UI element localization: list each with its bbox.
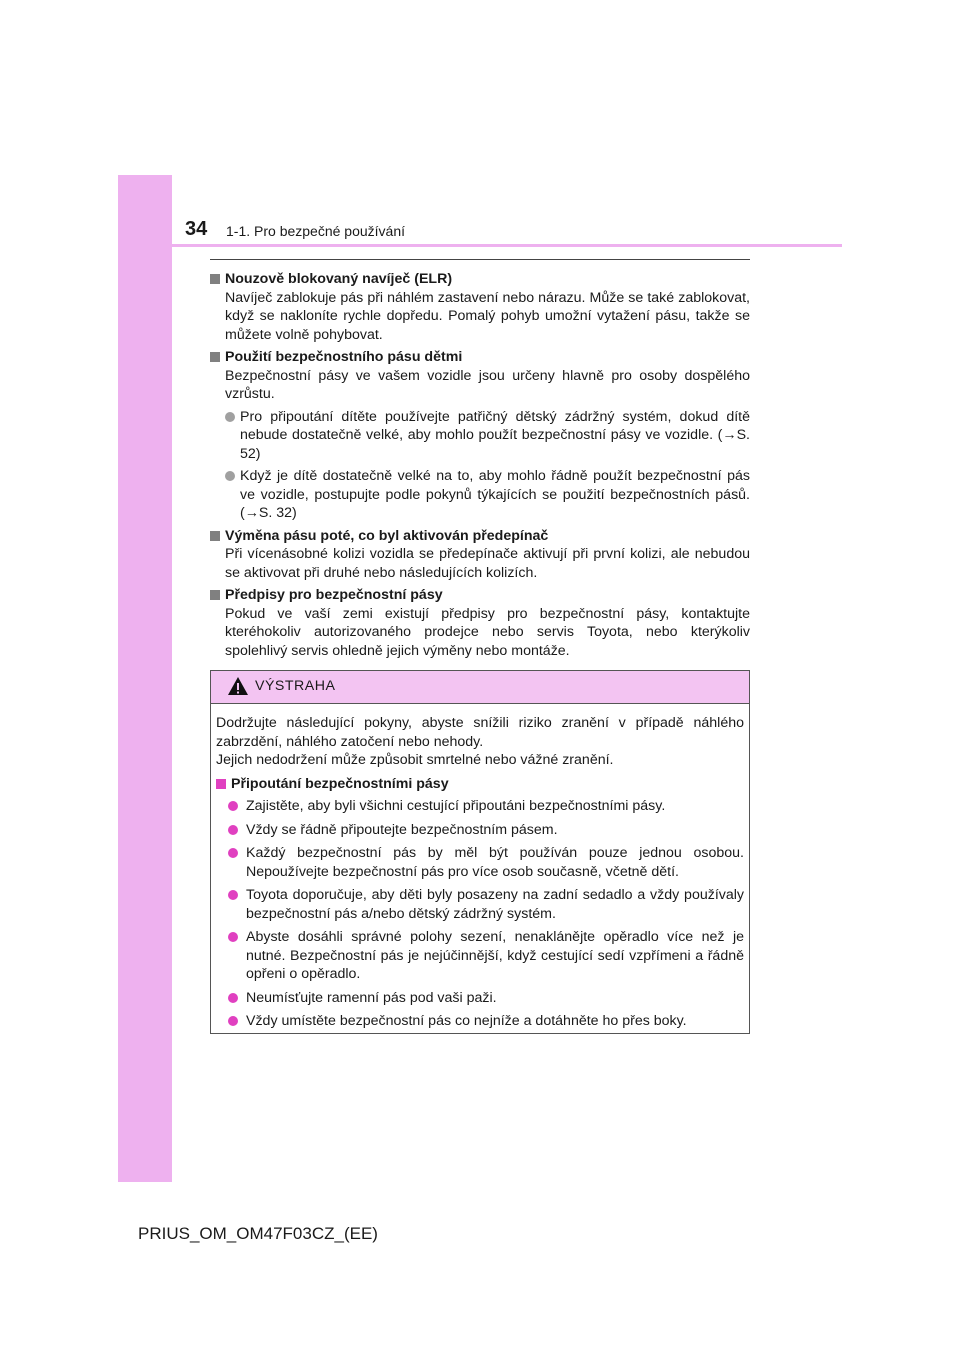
square-bullet-icon: [210, 590, 220, 600]
warning-body: [211, 704, 749, 1031]
page-number: 34: [185, 218, 208, 240]
list-item: Pro připoutání dítěte používejte patřičný dětský zádržný systém, dokud dítě nebude dostatečně velké, aby mohlo použít bezpečnostní pásy ve vozidle. (→S. 52): [210, 408, 750, 464]
circle-bullet-icon: [228, 825, 238, 835]
circle-bullet-icon: [225, 412, 235, 422]
warning-box: [210, 670, 750, 1034]
section-heading: Nouzově blokovaný navíječ (ELR): [210, 270, 750, 289]
list-item: Když je dítě dostatečně velké na to, aby mohlo řádně použít bezpečnostní pás ve vozidle, postupujte podle pokynů týkajících se použití bezpečnostních pásů. (→S. 32): [210, 467, 750, 523]
header-rule: [172, 244, 842, 247]
circle-bullet-icon: [228, 993, 238, 1003]
circle-bullet-icon: [228, 932, 238, 942]
warning-intro: Dodržujte následující pokyny, abyste snížili riziko zranění v případě náhlého zabrzdění, náhlého zatočení nebo nehody. Jejich nedodržení může způsobit smrtelné nebo vážné zranění.: [216, 715, 744, 768]
section-text: Navíječ zablokuje pás při náhlém zastavení nebo nárazu. Může se také zablokovat, když se nakloníte rychle dopředu. Pomalý pohyb umožní vytažení pásu, takže se můžete volně pohybovat.: [225, 289, 750, 343]
warning-item: Vždy umístěte bezpečnostní pás co nejníže a dotáhněte ho přes boky.: [216, 1012, 744, 1031]
main-content: [210, 266, 750, 664]
circle-bullet-icon: [228, 890, 238, 900]
warning-item: Každý bezpečnostní pás by měl být používán pouze jednou osobou. Nepoužívejte bezpečnostní pás pro více osob současně, včetně dětí.: [216, 844, 744, 881]
square-bullet-icon: [210, 352, 220, 362]
section-text: Při vícenásobné kolizi vozidla se předepínače aktivují při první kolizi, ale nebudou se aktivovat při druhé nebo následujících kolizích.: [225, 546, 750, 581]
document-code: PRIUS_OM_OM47F03CZ_(EE): [138, 1224, 378, 1243]
section-heading: Předpisy pro bezpečnostní pásy: [210, 586, 750, 605]
square-bullet-icon: [210, 274, 220, 284]
side-tab: [118, 175, 172, 1182]
content-rule: [210, 259, 750, 260]
square-bullet-icon: [216, 779, 226, 789]
section-heading: Použití bezpečnostního pásu dětmi: [210, 348, 750, 367]
warning-label: VÝSTRAHA: [255, 678, 336, 694]
square-bullet-icon: [210, 531, 220, 541]
warning-item: Toyota doporučuje, aby děti byly posazeny na zadní sedadlo a vždy používaly bezpečnostní pás a/nebo dětský zádržný systém.: [216, 886, 744, 923]
circle-bullet-icon: [228, 848, 238, 858]
warning-triangle-icon: [227, 676, 249, 696]
warning-item: Vždy se řádně připoutejte bezpečnostním pásem.: [216, 821, 744, 840]
circle-bullet-icon: [228, 801, 238, 811]
warning-item: Abyste dosáhli správné polohy sezení, nenaklánějte opěradlo více než je nutné. Bezpečnostní pás je nejúčinnější, když cestující sedí vzpřímeni a řádně opřeni o opěradlo.: [216, 928, 744, 984]
circle-bullet-icon: [225, 471, 235, 481]
warning-item: Zajistěte, aby byli všichni cestující připoutáni bezpečnostními pásy.: [216, 797, 744, 816]
section-heading: Výměna pásu poté, co byl aktivován předepínač: [210, 527, 750, 546]
circle-bullet-icon: [228, 1016, 238, 1026]
section-text: Bezpečnostní pásy ve vašem vozidle jsou určeny hlavně pro osoby dospělého vzrůstu.: [225, 367, 750, 402]
section-title: 1-1. Pro bezpečné používání: [226, 223, 406, 239]
section-text: Pokud ve vaší zemi existují předpisy pro bezpečnostní pásy, kontaktujte kteréhokoliv autorizovaného prodejce nebo servis Toyota, nebo kterýkoliv spolehlivý servis ohledně jejich výměny nebo montáže.: [225, 605, 750, 659]
warning-header: [211, 671, 749, 704]
warning-item: Neumísťujte ramenní pás pod vaši paži.: [216, 989, 744, 1008]
warning-heading: Připoutání bezpečnostními pásy: [216, 775, 744, 794]
